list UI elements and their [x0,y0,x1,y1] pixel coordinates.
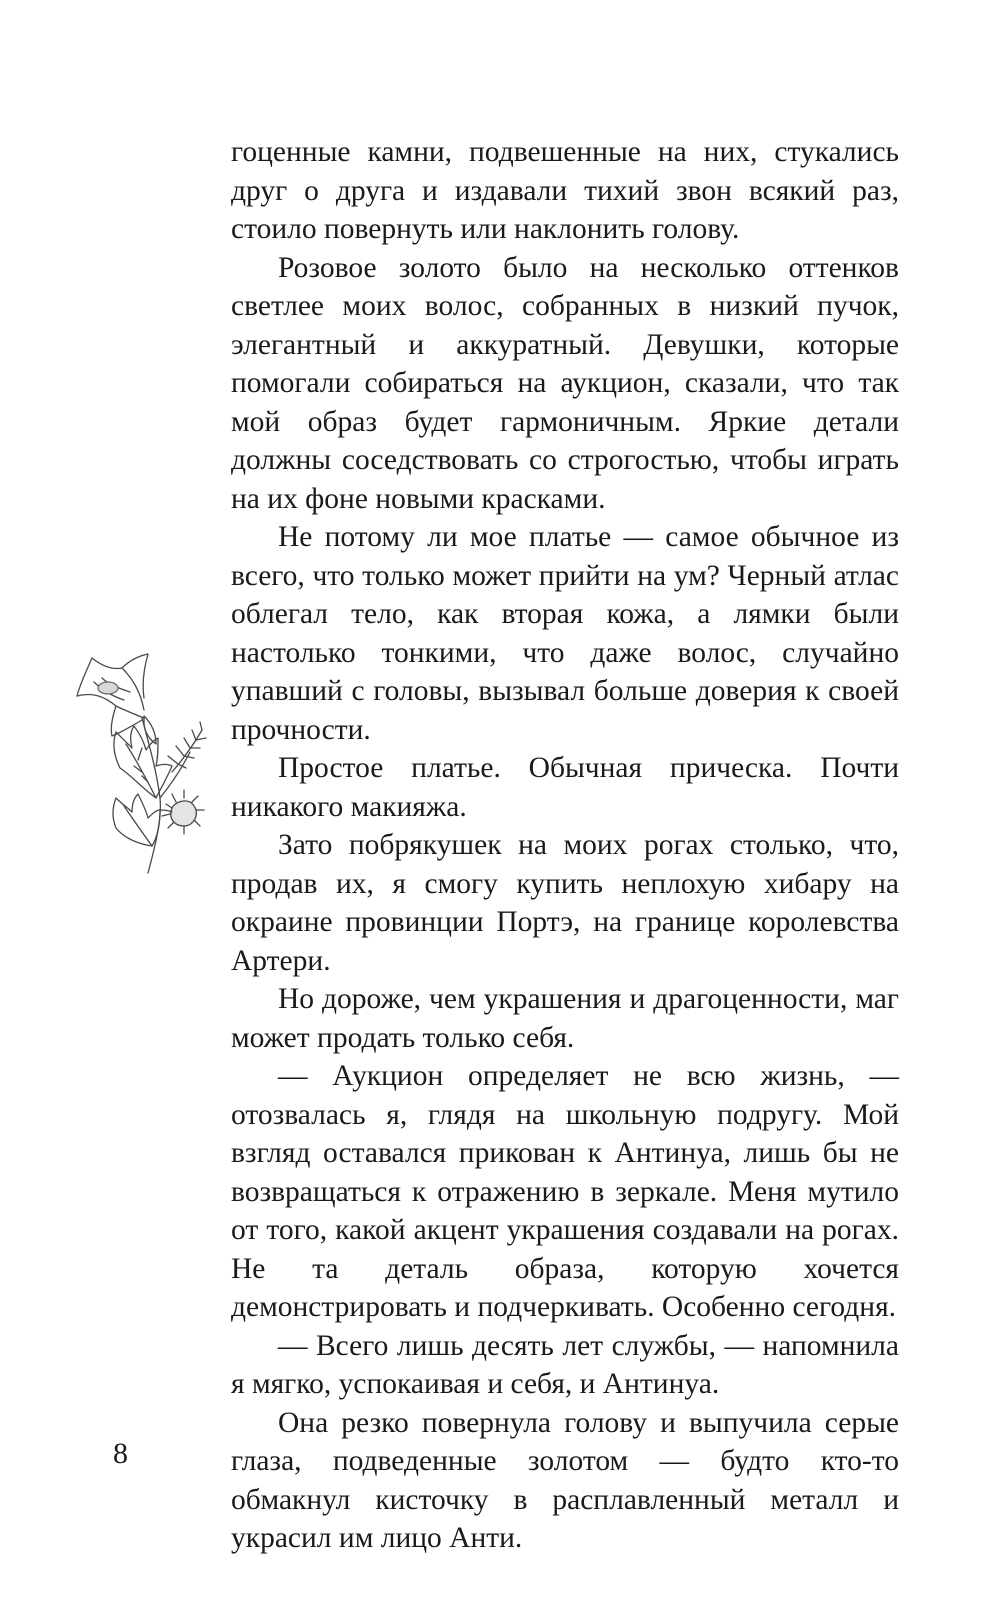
paragraph-2: Розовое золото было на несколько оттенков светлее моих волос, собранных в низкий пучок, элегантный и аккуратный. Девушки, которые помогали собираться на аукцион, сказали, что так мой образ будет гармоничным. Яркие детали должны соседствовать со строгостью, чтобы играть на их фоне новыми красками. [231,251,899,515]
flower-sketch-icon [72,648,242,878]
paragraph-3: Не потому ли мое платье — самое обычное из всего, что только может прийти на ум? Черный атлас облегал тело, как вторая кожа, а лямки были настолько тонкими, что даже волос, случайно упавший с головы, вызывал больше доверия к своей прочности. [231,521,899,746]
page-number: 8 [113,1437,128,1470]
paragraph-7: — Аукцион определяет не всю жизнь, — отозвалась я, глядя на школьную подругу. Мой взгляд оставался прикован к Антинуа, лишь бы не возвращаться к отражению в зеркале. Меня мутило от того, какой акцент украшения создавали на рогах. Не та деталь образа, которую хочется демонстрировать и подчеркивать. Особенно сегодня. [231,1060,899,1323]
page-text [231,133,899,1558]
paragraph-9: Она резко повернула голову и выпучила серые глаза, подведенные золотом — будто кто-то обмакнул кисточку в расплавленный металл и украсил им лицо Анти. [231,1406,899,1554]
paragraph-4: Простое платье. Обычная прическа. Почти никакого макияжа. [231,752,899,823]
paragraph-8: — Всего лишь десять лет службы, — напомнила я мягко, успокаивая и себя, и Антинуа. [231,1329,899,1400]
paragraph-1: гоценные камни, подвешенные на них, стукались друг о друга и издавали тихий звон всякий раз, стоило повернуть или наклонить голову. [231,136,899,245]
paragraph-6: Но дороже, чем украшения и драгоценности, маг может продать только себя. [231,983,899,1054]
paragraph-5: Зато побрякушек на моих рогах столько, что, продав их, я смогу купить неплохую хибару на окраине провинции Портэ, на границе королевства Артери. [231,829,899,977]
